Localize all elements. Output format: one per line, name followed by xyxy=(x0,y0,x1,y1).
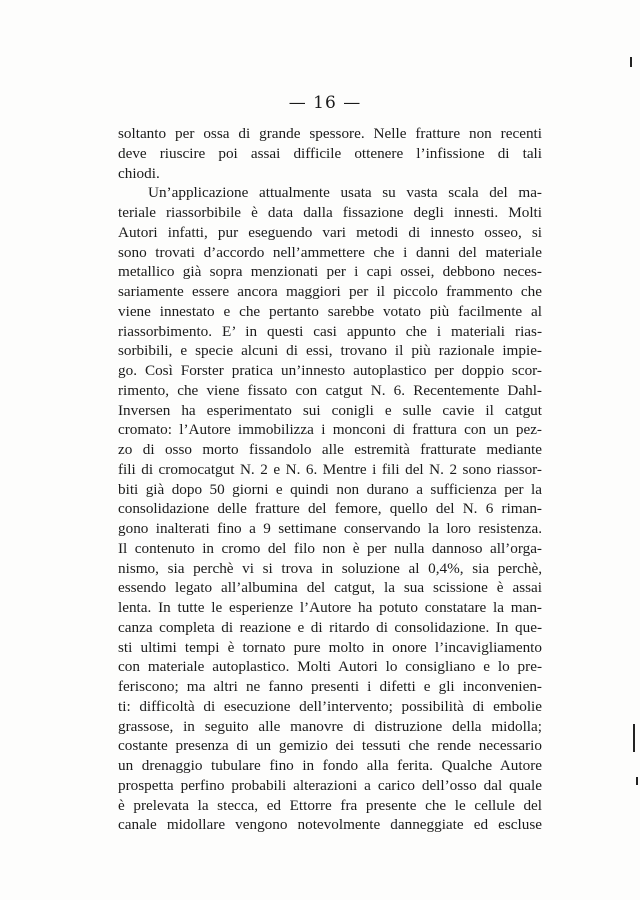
text-line: è prelevata la stecca, ed Ettorre fra presente che le cellule del xyxy=(118,796,542,814)
text-line: con materiale autoplastico. Molti Autori lo consigliano e lo pre- xyxy=(118,658,542,676)
text-line: essendo legato all’albumina del catgut, la sua scissione è assai xyxy=(118,579,542,597)
text-line: costante presenza di un gemizio dei tessuti che rende necessario xyxy=(118,737,542,755)
text-line: riassorbimento. E’ in questi casi appunto che i materiali rias- xyxy=(118,322,542,340)
text-line: rimento, che viene fissato con catgut N. 6. Recentemente Dahl- xyxy=(118,381,542,399)
page-number: — 16 — xyxy=(288,93,362,113)
text-line: Inversen ha esperimentato sui conigli e sulle cavie il catgut xyxy=(118,401,542,419)
body-text xyxy=(118,124,542,835)
text-line: chiodi. xyxy=(118,164,160,182)
text-line: sono trovati d’accordo nell’ammettere che i danni del materiale xyxy=(118,243,542,261)
text-line: consolidazione delle fratture del femore, quello del N. 6 riman- xyxy=(118,500,542,518)
text-line: deve riuscire poi assai difficile ottenere l’infissione di tali xyxy=(118,144,542,162)
text-line: sorbibili, e specie alcuni di essi, trovano il più razionale impie- xyxy=(118,342,542,360)
text-line: un drenaggio tubulare fino in fondo alla ferita. Qualche Autore xyxy=(118,757,542,774)
text-line: metallico già sopra menzionati per i capi ossei, debbono neces- xyxy=(118,263,542,281)
scan-edge-mark xyxy=(633,724,635,752)
text-line: ti: difficoltà di esecuzione dell’intervento; possibilità di embolie xyxy=(118,697,542,715)
text-line: Il contenuto in cromo del filo non è per nulla dannoso all’orga- xyxy=(118,539,542,557)
text-line: nismo, sia perchè vi si trova in soluzione al 0,4%, sia perchè, xyxy=(118,559,542,577)
text-line: sti ultimi tempi è tornato pure molto in onore l’incavigliamento xyxy=(118,638,542,656)
text-line: cromato: l’Autore immobilizza i monconi di frattura con un pez- xyxy=(118,421,542,439)
text-line: soltanto per ossa di grande spessore. Nelle fratture non recenti xyxy=(118,125,542,142)
text-line: lenta. In tutte le esperienze l’Autore ha potuto constatare la man- xyxy=(118,599,542,616)
text-line: prospetta perfino probabili alterazioni a carico dell’osso dal quale xyxy=(118,776,542,794)
text-line: Un’applicazione attualmente usata su vasta scala del ma- xyxy=(148,184,542,202)
text-line: sariamente essere ancora maggiori per il piccolo frammento che xyxy=(118,283,542,300)
text-line: canza completa di reazione e di ritardo di consolidazione. In que- xyxy=(118,618,542,636)
text-line: fili di cromocatgut N. 2 e N. 6. Mentre i fili del N. 2 sono riassor- xyxy=(118,460,542,478)
text-line: go. Così Forster pratica un’innesto autoplastico per doppio scor- xyxy=(118,362,542,379)
text-line: feriscono; ma altri ne fanno presenti i difetti e gli inconvenien- xyxy=(118,678,542,695)
text-line: Autori infatti, pur eseguendo vari metodi di innesto osseo, si xyxy=(118,223,542,241)
scan-edge-mark xyxy=(630,57,632,67)
text-line: canale midollare vengono notevolmente danneggiate ed escluse xyxy=(118,816,542,834)
text-line: gono inalterati fino a 9 settimane conservando la loro resistenza. xyxy=(118,520,542,537)
text-line: biti già dopo 50 giorni e quindi non durano a sufficienza per la xyxy=(118,480,542,498)
scan-edge-mark xyxy=(636,777,638,785)
text-line: teriale riassorbibile è data dalla fissazione degli innesti. Molti xyxy=(118,204,542,221)
text-line: grassose, in seguito alle manovre di distruzione della midolla; xyxy=(118,717,542,735)
text-line: viene innestato e che pertanto sarebbe votato più facilmente al xyxy=(118,302,542,320)
text-line: zo di osso morto fissandolo alle estremità fratturate mediante xyxy=(118,441,542,458)
